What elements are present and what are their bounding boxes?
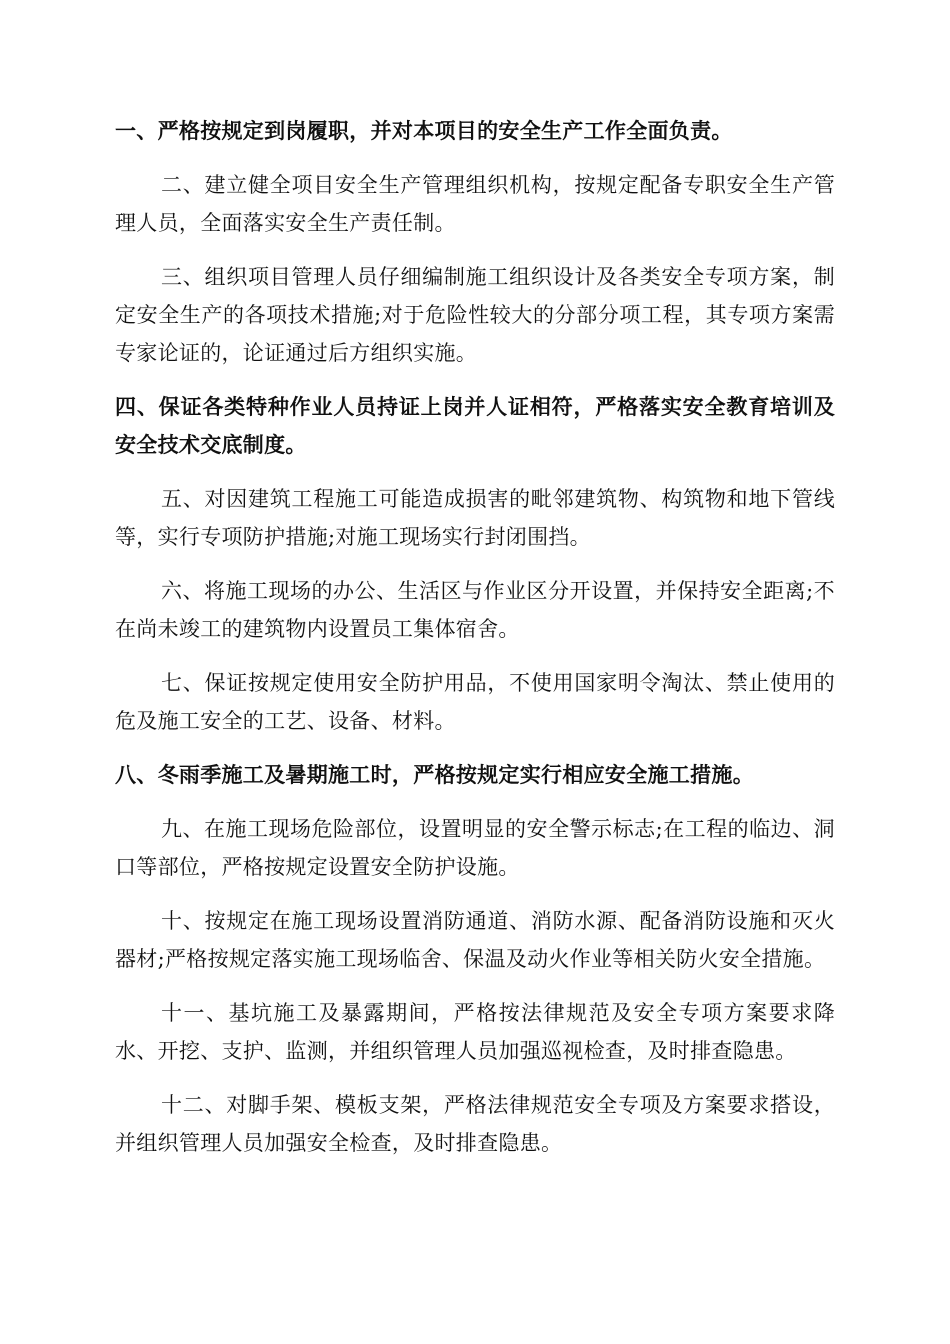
document-page: [115, 112, 835, 1162]
paragraph-5: 五、对因建筑工程施工可能造成损害的毗邻建筑物、构筑物和地下管线等，实行专项防护措施;对施工现场实行封闭围挡。: [115, 487, 835, 549]
paragraph-3: 三、组织项目管理人员仔细编制施工组织设计及各类安全专项方案，制定安全生产的各项技术措施;对于危险性较大的分部分项工程，其专项方案需专家论证的，论证通过后方组织实施。: [115, 265, 835, 365]
paragraph-9: 九、在施工现场危险部位，设置明显的安全警示标志;在工程的临边、洞口等部位，严格按规定设置安全防护设施。: [115, 817, 835, 879]
paragraph-6: 六、将施工现场的办公、生活区与作业区分开设置，并保持安全距离;不在尚未竣工的建筑物内设置员工集体宿舍。: [115, 579, 835, 641]
paragraph-11: 十一、基坑施工及暴露期间，严格按法律规范及安全专项方案要求降水、开挖、支护、监测，并组织管理人员加强巡视检查，及时排查隐患。: [115, 1001, 835, 1063]
paragraph-8: 八、冬雨季施工及暑期施工时，严格按规定实行相应安全施工措施。: [115, 762, 754, 787]
paragraph-1: 一、严格按规定到岗履职，并对本项目的安全生产工作全面负责。: [115, 118, 733, 143]
paragraph-12: 十二、对脚手架、模板支架，严格法律规范安全专项及方案要求搭设，并组织管理人员加强安全检查，及时排查隐患。: [115, 1093, 835, 1155]
paragraph-2: 二、建立健全项目安全生产管理组织机构，按规定配备专职安全生产管理人员，全面落实安全生产责任制。: [115, 173, 835, 235]
paragraph-10: 十、按规定在施工现场设置消防通道、消防水源、配备消防设施和灭火器材;严格按规定落实施工现场临舍、保温及动火作业等相关防火安全措施。: [115, 909, 835, 971]
paragraph-7: 七、保证按规定使用安全防护用品，不使用国家明令淘汰、禁止使用的危及施工安全的工艺、设备、材料。: [115, 671, 835, 733]
paragraph-4: 四、保证各类特种作业人员持证上岗并人证相符，严格落实安全教育培训及安全技术交底制度。: [115, 394, 835, 457]
